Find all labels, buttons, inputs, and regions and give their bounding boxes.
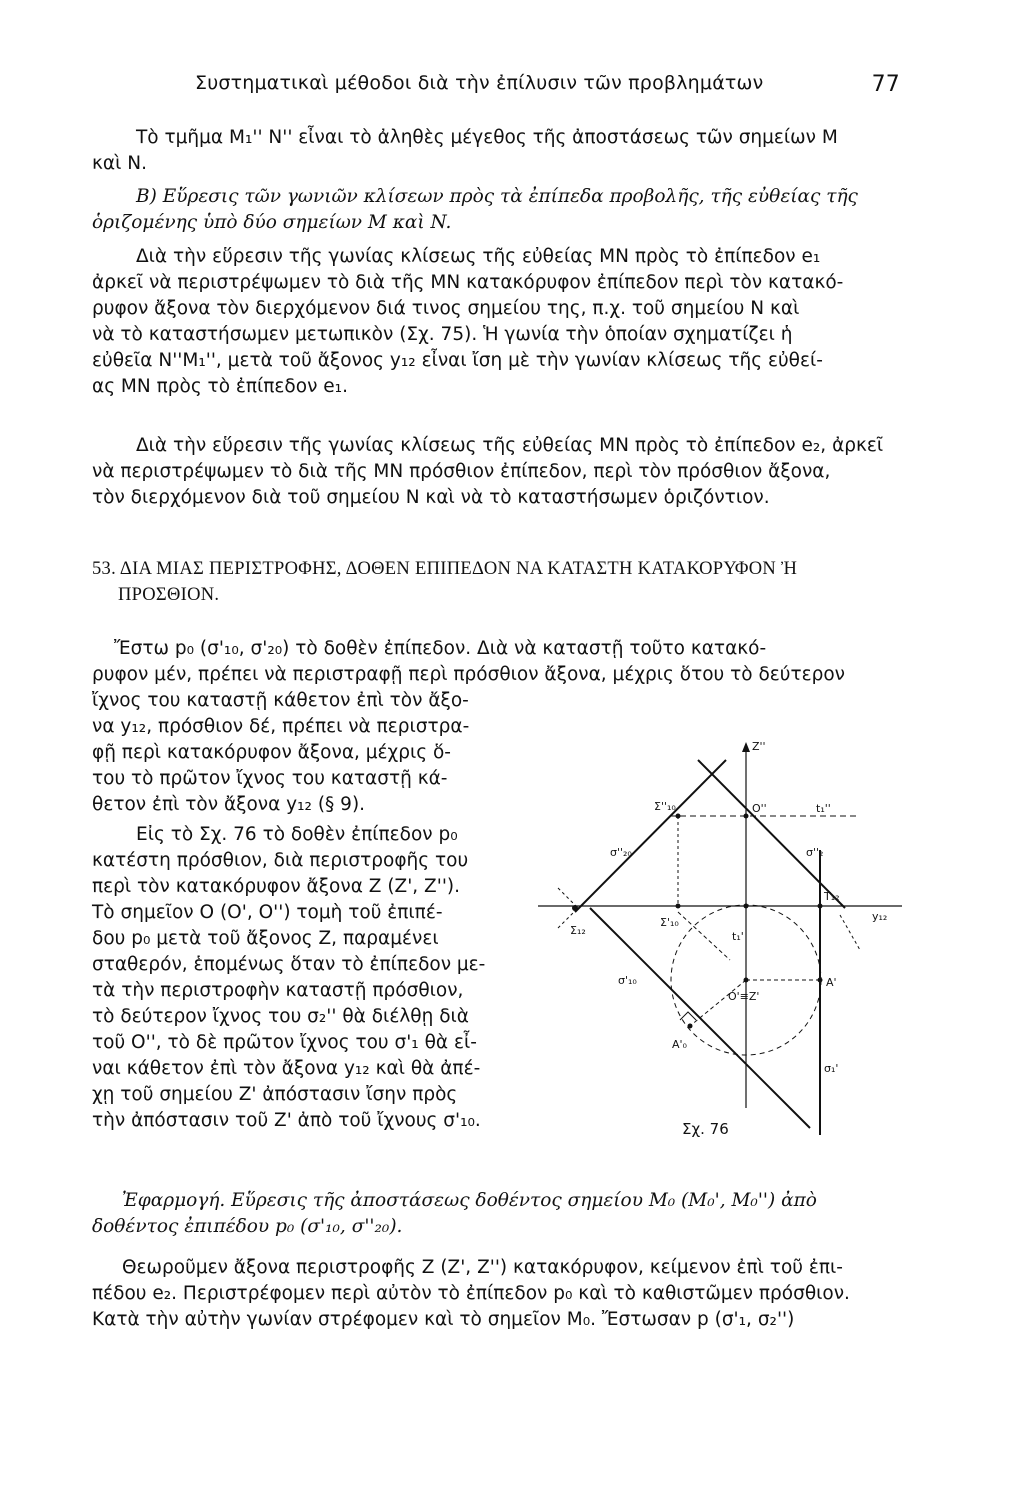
text-line: πέδου e₂. Περιστρέφομεν περὶ αὐτὸν τὸ ἐπίπεδον p₀ καὶ τὸ καθιστῶμεν πρόσθιον.	[92, 1283, 850, 1304]
right-angle-mark	[680, 1012, 696, 1020]
text-line: τὴν ἀπόστασιν τοῦ Z' ἀπὸ τοῦ ἴχνους σ'₁₀.	[92, 1110, 481, 1131]
text-line: B) Εὕρεσις τῶν γωνιῶν κλίσεων πρὸς τὰ ἐπίπεδα προβολῆς, τῆς εὐθείας τῆς	[136, 186, 858, 207]
section-heading-53	[92, 556, 907, 608]
text-line: φῇ περὶ κατακόρυφον ἄξονα, μέχρις ὅ-	[92, 742, 451, 763]
text-line: ἴχνος του καταστῇ κάθετον ἐπὶ τὸν ἄξο-	[92, 690, 469, 711]
text-line: του τὸ πρῶτον ἴχνος του καταστῇ κά-	[92, 768, 448, 789]
text-line: δου p₀ μετὰ τοῦ ἄξονος Z, παραμένει	[92, 928, 439, 949]
page-number: 77	[871, 72, 900, 97]
text-line: νὰ τὸ καταστήσωμεν μετωπικὸν (Σχ. 75). Ἡ γωνία τὴν ὁποίαν σχηματίζει ἡ	[92, 324, 793, 345]
text-line: ας MN πρὸς τὸ ἐπίπεδον e₁.	[92, 376, 348, 397]
label-a: A'	[826, 976, 837, 989]
label-sigma2: σ''₂	[806, 846, 824, 859]
radius-line	[690, 980, 746, 1026]
paragraph-6	[92, 822, 512, 1134]
text-line: ρυφον μέν, πρέπει νὰ περιστραφῇ περὶ πρόσθιον ἄξονα, μέχρις ὅτου τὸ δεύτερον	[92, 664, 845, 685]
point-sigma10-single	[676, 904, 681, 909]
label-sigma10-double: Σ''₁₀	[654, 800, 676, 813]
paragraph-1	[92, 125, 907, 177]
text-line: εὐθεῖα N''M₁'', μετὰ τοῦ ἄξονος y₁₂ εἶναι ἴση μὲ τὴν γωνίαν κλίσεως τῆς εὐθεί-	[92, 350, 823, 371]
sigma20-trace-line	[575, 760, 726, 912]
heading-line: 53. ΔΙΑ ΜΙΑΣ ΠΕΡΙΣΤΡΟΦΗΣ, ΔΟΘΕΝ ΕΠΙΠΕΔΟΝ ΝΑ ΚΑΤΑΣΤΗ ΚΑΤΑΚΟΡΥΦΟΝ Ἠ	[92, 559, 798, 579]
label-z-axis: Z''	[752, 740, 766, 753]
text-line: ναι κάθετον ἐπὶ τὸν ἄξονα y₁₂ καὶ θὰ ἀπέ-	[92, 1058, 481, 1079]
paragraph-2-italic	[92, 184, 907, 236]
text-line: Κατὰ τὴν αὐτὴν γωνίαν στρέφομεν καὶ τὸ σημεῖον M₀. Ἔστωσαν p (σ'₁, σ₂'')	[92, 1309, 795, 1330]
paragraph-4	[92, 433, 907, 511]
label-o-z: O'≡Z'	[728, 990, 760, 1003]
figure-76	[530, 730, 910, 1150]
point-o-double	[744, 814, 749, 819]
text-line: τὰ τὴν περιστροφὴν καταστῇ πρόσθιον,	[92, 980, 464, 1001]
text-line: Τὸ σημεῖον O (O', O'') τομὴ τοῦ ἐπιπέ-	[92, 902, 443, 923]
text-line: θετον ἐπὶ τὸν ἄξονα y₁₂ (§ 9).	[92, 794, 366, 815]
geometry-diagram	[530, 730, 910, 1150]
text-line: ρυφον ἄξονα τὸν διερχόμενον διά τινος σημείου της, π.χ. τοῦ σημείου N καὶ	[92, 298, 800, 319]
text-line: Εἰς τὸ Σχ. 76 τὸ δοθὲν ἐπίπεδον p₀	[136, 824, 458, 845]
label-t1: t₁''	[816, 802, 831, 815]
text-line: περὶ τὸν κατακόρυφον ἄξονα Z (Z', Z'').	[92, 876, 461, 897]
label-sigma20: σ''₂₀	[610, 846, 632, 859]
text-line: δοθέντος ἐπιπέδου p₀ (σ'₁₀, σ''₂₀).	[92, 1216, 403, 1237]
point-t12	[818, 904, 823, 909]
label-a0: A'₀	[672, 1038, 687, 1051]
text-line: ἀρκεῖ νὰ περιστρέψωμεν τὸ διὰ τῆς MN κατακόρυφον ἐπίπεδον περὶ τὸν κατακό-	[92, 272, 844, 293]
paragraph-7-italic	[92, 1188, 907, 1240]
heading-line: ΠΡΟΣΘΙΟΝ.	[118, 585, 220, 605]
label-o-double: O''	[752, 802, 767, 815]
figure-caption: Σχ. 76	[682, 1120, 729, 1138]
running-header	[195, 72, 900, 102]
text-line: κατέστη πρόσθιον, διὰ περιστροφῆς του	[92, 850, 469, 871]
right-dashed-line	[840, 915, 860, 950]
point-axis	[744, 904, 749, 909]
paragraph-5-continued	[92, 714, 512, 818]
paragraph-3	[92, 244, 907, 400]
label-t1-single: t₁'	[732, 930, 744, 943]
label-t12: T₁₂	[824, 890, 840, 903]
text-line: Διὰ τὴν εὕρεσιν τῆς γωνίας κλίσεως τῆς εὐθείας MN πρὸς τὸ ἐπίπεδον e₁	[136, 246, 821, 267]
text-line: χῃ τοῦ σημείου Z' ἀπόστασιν ἴσην πρὸς	[92, 1084, 458, 1105]
z-axis-arrow	[742, 742, 750, 752]
text-line: τὸ δεύτερον ἴχνος του σ₂'' θὰ διέλθῃ διὰ	[92, 1006, 469, 1027]
sigma2-trace-line	[698, 760, 845, 908]
point-sigma10-double	[676, 814, 681, 819]
point-a	[818, 978, 823, 983]
label-sigma12: Σ₁₂	[570, 924, 586, 937]
point-o-z	[744, 978, 749, 983]
text-line: τὸν διερχόμενον διὰ τοῦ σημείου N καὶ νὰ τὸ καταστήσωμεν ὁριζόντιον.	[92, 487, 770, 508]
text-line: καὶ N.	[92, 153, 147, 174]
paragraph-5	[92, 636, 907, 714]
label-sigma10-single: Σ'₁₀	[660, 916, 679, 929]
text-line: σταθερόν, ἑπομένως ὅταν τὸ ἐπίπεδον με-	[92, 954, 486, 975]
label-y12: y₁₂	[872, 910, 888, 923]
point-sigma12	[572, 905, 578, 911]
text-line: Ἔστω p₀ (σ'₁₀, σ'₂₀) τὸ δοθὲν ἐπίπεδον. Διὰ νὰ καταστῇ τοῦτο κατακό-	[114, 638, 767, 659]
text-line: να y₁₂, πρόσθιον δέ, πρέπει νὰ περιστρα-	[92, 716, 470, 737]
point-a0	[688, 1024, 693, 1029]
label-sigma10-trace: σ'₁₀	[618, 974, 637, 987]
text-line: νὰ περιστρέψωμεν τὸ διὰ τῆς MN πρόσθιον ἐπίπεδον, περὶ τὸν πρόσθιον ἄξονα,	[92, 461, 831, 482]
text-line: ὁριζομένης ὑπὸ δύο σημείων M καὶ N.	[92, 212, 452, 233]
text-line: τοῦ O'', τὸ δὲ πρῶτον ἴχνος του σ'₁ θὰ εἶ-	[92, 1032, 477, 1053]
label-sigma1: σ₁'	[824, 1062, 839, 1075]
text-line: Διὰ τὴν εὕρεσιν τῆς γωνίας κλίσεως τῆς εὐθείας MN πρὸς τὸ ἐπίπεδον e₂, ἀρκεῖ	[136, 435, 884, 456]
text-line: Τὸ τμῆμα M₁'' N'' εἶναι τὸ ἀληθὲς μέγεθος τῆς ἀποστάσεως τῶν σημείων M	[136, 127, 838, 148]
sigma12-dashed-line	[558, 888, 576, 906]
text-line: Θεωροῦμεν ἄξονα περιστροφῆς Z (Z', Z'') κατακόρυφον, κείμενον ἐπὶ τοῦ ἐπι-	[122, 1257, 843, 1278]
text-line: Ἐφαρμογή. Εὕρεσις τῆς ἀποστάσεως δοθέντος σημείου M₀ (M₀', M₀'') ἀπὸ	[122, 1190, 817, 1211]
paragraph-8	[92, 1255, 907, 1333]
running-title: Συστηματικαὶ μέθοδοι διὰ τὴν ἐπίλυσιν τῶν προβλημάτων	[195, 72, 764, 94]
